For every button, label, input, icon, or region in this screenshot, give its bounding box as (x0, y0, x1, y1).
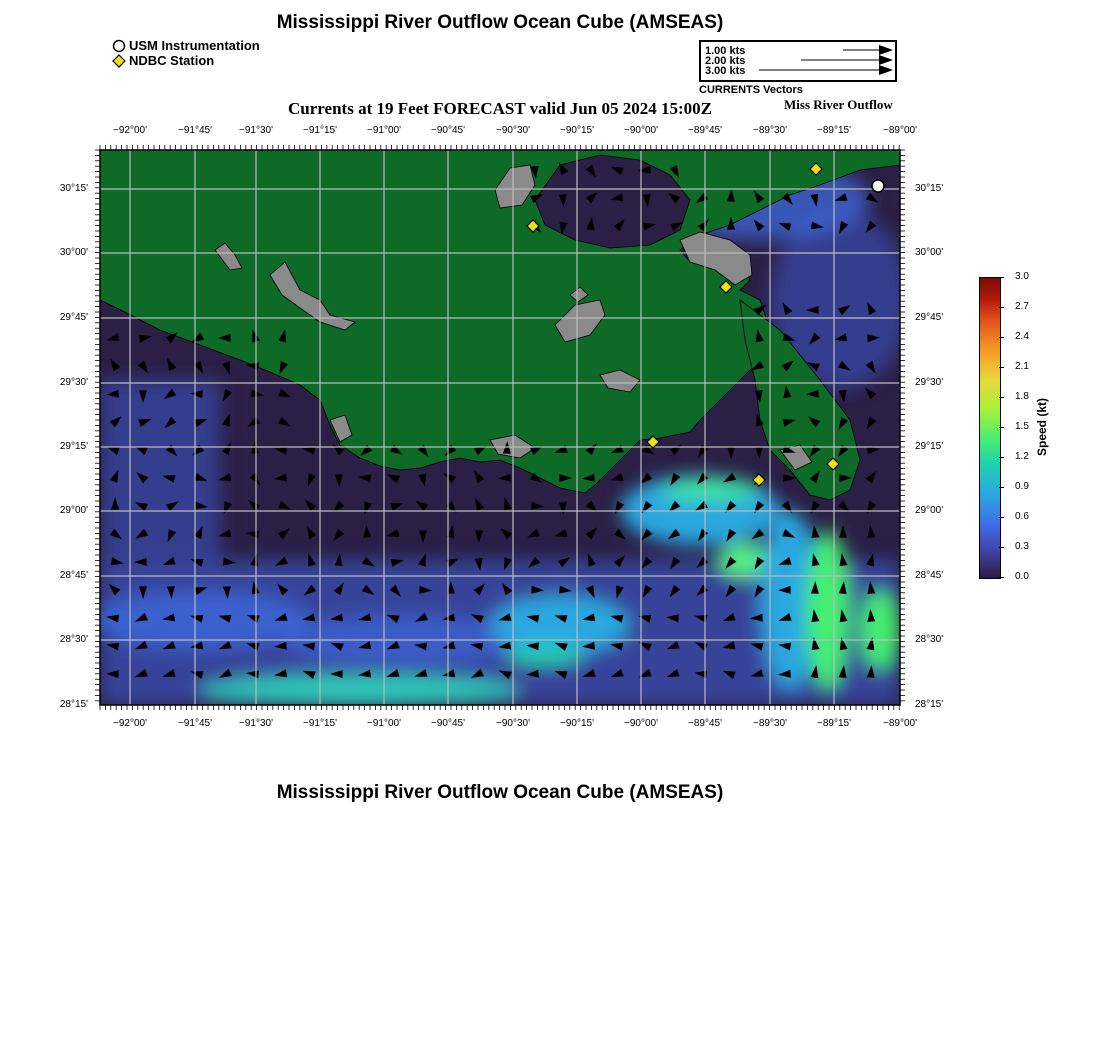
colorbar-tick-label: 2.1 (1015, 361, 1029, 372)
usm-station-marker[interactable] (872, 180, 884, 192)
colorbar-tick-mark (999, 397, 1004, 398)
lon-tick-label: −89°30' (753, 125, 787, 136)
lon-tick-label: −91°30' (239, 718, 273, 729)
colorbar-tick-label: 0.3 (1015, 541, 1029, 552)
lon-tick-label: −90°30' (496, 718, 530, 729)
lat-tick-label: 29°15' (59, 441, 88, 452)
lon-tick-label: −91°00' (367, 718, 401, 729)
lat-tick-label: 28°15' (915, 699, 944, 710)
vector-key-item: 3.00 kts (705, 65, 746, 77)
legend-usm-label: USM Instrumentation (129, 38, 260, 53)
lon-tick-label: −90°00' (624, 125, 658, 136)
lat-tick-label: 28°45' (915, 570, 944, 581)
colorbar-tick-label: 0.0 (1015, 571, 1029, 582)
lon-tick-label: −92°00' (113, 125, 147, 136)
map-title: Mississippi River Outflow Ocean Cube (AMSEAS) (276, 12, 724, 33)
colorbar-tick-mark (999, 277, 1004, 278)
vector-key-title: CURRENTS Vectors (699, 84, 803, 96)
colorbar-tick-label: 1.8 (1015, 391, 1029, 402)
lat-tick-label: 28°15' (59, 699, 88, 710)
lat-tick-label: 30°00' (915, 247, 944, 258)
map-title-bottom: Mississippi River Outflow Ocean Cube (AMSEAS) (276, 782, 724, 803)
lat-tick-label: 30°15' (915, 183, 944, 194)
lon-tick-label: −89°45' (688, 718, 722, 729)
lat-tick-label: 29°15' (915, 441, 944, 452)
lon-tick-label: −90°00' (624, 718, 658, 729)
colorbar-tick-mark (999, 307, 1004, 308)
lon-tick-label: −91°00' (367, 125, 401, 136)
lat-tick-label: 29°00' (59, 505, 88, 516)
colorbar-tick-label: 1.5 (1015, 421, 1029, 432)
lon-tick-label: −91°30' (239, 125, 273, 136)
colorbar-tick-mark (999, 577, 1004, 578)
lon-tick-label: −90°45' (431, 718, 465, 729)
lat-tick-label: 28°30' (59, 634, 88, 645)
colorbar-tick-mark (999, 427, 1004, 428)
colorbar-tick-mark (999, 367, 1004, 368)
lon-tick-label: −90°15' (560, 718, 594, 729)
lon-tick-label: −90°30' (496, 125, 530, 136)
colorbar-tick-mark (999, 337, 1004, 338)
colorbar-tick-label: 3.0 (1015, 271, 1029, 282)
vector-key-item: 1.00 kts (705, 45, 746, 57)
lat-tick-label: 29°45' (915, 312, 944, 323)
lon-tick-label: −91°15' (303, 718, 337, 729)
colorbar-tick-label: 0.9 (1015, 481, 1029, 492)
lat-tick-label: 30°00' (59, 247, 88, 258)
lon-tick-label: −91°45' (178, 718, 212, 729)
vector-key-item: 2.00 kts (705, 55, 746, 67)
lat-tick-label: 30°15' (59, 183, 88, 194)
lon-tick-label: −91°15' (303, 125, 337, 136)
colorbar-label: Speed (kt) (1035, 397, 1049, 457)
lon-tick-label: −92°00' (113, 718, 147, 729)
colorbar-tick-mark (999, 547, 1004, 548)
legend-ndbc-label: NDBC Station (129, 53, 215, 68)
lon-tick-label: −89°30' (753, 718, 787, 729)
map-subtitle: Currents at 19 Feet FORECAST valid Jun 05 2024 15:00Z (288, 99, 712, 118)
lon-tick-label: −91°45' (178, 125, 212, 136)
lat-tick-label: 28°45' (59, 570, 88, 581)
lat-tick-label: 29°45' (59, 312, 88, 323)
lon-tick-label: −90°45' (431, 125, 465, 136)
region-label: Miss River Outflow (784, 97, 893, 112)
lat-tick-label: 29°00' (915, 505, 944, 516)
lat-tick-label: 29°30' (59, 377, 88, 388)
lon-tick-label: −89°15' (817, 718, 851, 729)
lat-tick-label: 28°30' (915, 634, 944, 645)
lon-tick-label: −89°00' (883, 125, 917, 136)
lon-tick-label: −89°00' (883, 718, 917, 729)
speed-colorbar (979, 277, 1001, 579)
lon-tick-label: −90°15' (560, 125, 594, 136)
lon-tick-label: −89°45' (688, 125, 722, 136)
colorbar-tick-label: 2.7 (1015, 301, 1029, 312)
colorbar-tick-label: 1.2 (1015, 451, 1029, 462)
colorbar-tick-mark (999, 517, 1004, 518)
colorbar-tick-label: 2.4 (1015, 331, 1029, 342)
colorbar-tick-mark (999, 457, 1004, 458)
colorbar-tick-label: 0.6 (1015, 511, 1029, 522)
lon-tick-label: −89°15' (817, 125, 851, 136)
lat-tick-label: 29°30' (915, 377, 944, 388)
colorbar-tick-mark (999, 487, 1004, 488)
